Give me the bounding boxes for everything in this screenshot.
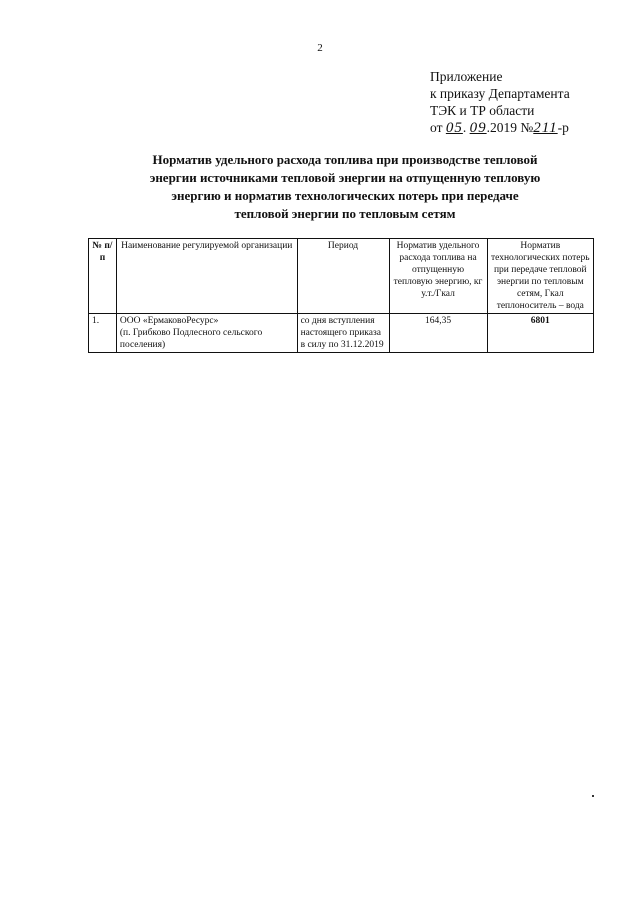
date-year: .2019 № xyxy=(486,120,534,135)
appendix-date-line xyxy=(430,119,570,137)
appendix-block xyxy=(430,68,570,137)
title-line-3: энергию и норматив технологических потерь при передаче xyxy=(171,188,519,203)
appendix-line-2: к приказу Департамента xyxy=(430,86,570,101)
title-line-1: Норматив удельного расхода топлива при производстве тепловой xyxy=(152,152,538,167)
org-location: (п. Грибково Подлесного сельского поселения) xyxy=(119,328,263,350)
norms-table xyxy=(88,238,594,353)
org-name: ООО «ЕрмаковоРесурс» xyxy=(119,316,219,326)
cell-num: 1. xyxy=(89,314,117,353)
order-suffix: -р xyxy=(557,120,569,135)
date-dot: . xyxy=(462,120,467,135)
document-title xyxy=(100,151,590,223)
date-month: 09 xyxy=(469,120,487,136)
page-number: 2 xyxy=(317,42,323,54)
appendix-line-3: ТЭК и ТР области xyxy=(430,103,535,118)
header-period: Период xyxy=(297,239,389,314)
title-line-2: энергии источниками тепловой энергии на отпущенную тепловую xyxy=(149,170,541,185)
title-line-4: тепловой энергии по тепловым сетям xyxy=(234,206,456,221)
header-norm-loss: Норматив технологических потерь при передаче тепловой энергии по тепловым сетям, Гкал теплоноситель – вода xyxy=(487,239,593,314)
cell-norm-loss: 6801 xyxy=(487,314,593,353)
cell-name xyxy=(116,314,297,353)
appendix-line-1: Приложение xyxy=(430,69,503,84)
header-norm-fuel: Норматив удельного расхода топлива на отпущенную тепловую энергию, кг у.т./Гкал xyxy=(389,239,487,314)
table-header-row xyxy=(89,239,594,314)
cell-norm-fuel: 164,35 xyxy=(389,314,487,353)
header-num: № п/п xyxy=(89,239,117,314)
date-day: 05 xyxy=(445,120,463,136)
order-number: 211 xyxy=(533,120,558,136)
cell-period: со дня вступления настоящего приказа в силу по 31.12.2019 xyxy=(297,314,389,353)
header-name: Наименование регулируемой организации xyxy=(116,239,297,314)
table-row xyxy=(89,314,594,353)
scan-speck xyxy=(592,795,594,797)
date-prefix: от xyxy=(430,120,443,135)
